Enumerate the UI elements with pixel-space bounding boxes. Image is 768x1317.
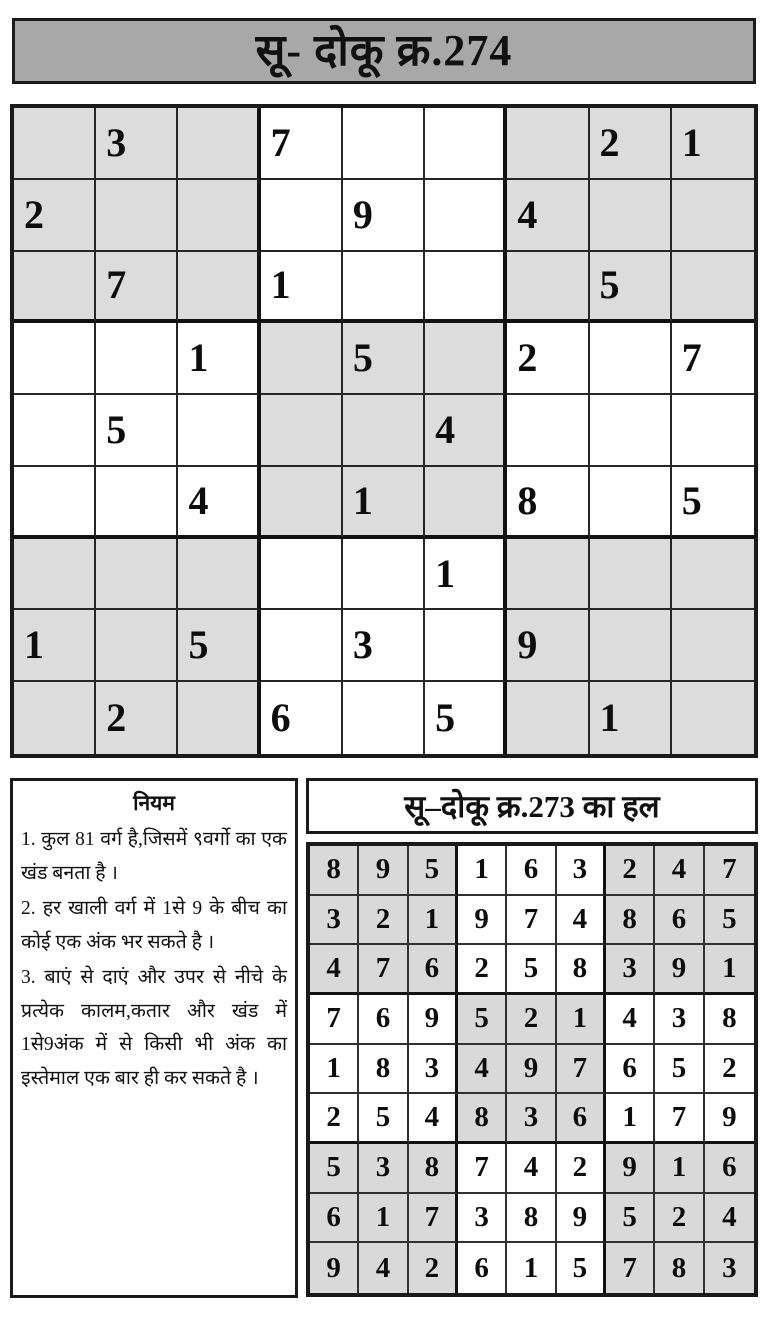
solution-header [306,778,758,834]
puzzle-cell[interactable]: 1 [178,323,260,395]
puzzle-cell[interactable] [343,108,425,180]
solution-title: सू–दोकू क्र.273 का हल [404,788,660,824]
puzzle-cell[interactable] [343,539,425,611]
puzzle-cell[interactable]: 3 [96,108,178,180]
solution-cell: 7 [705,846,754,896]
solution-cell: 4 [458,1045,507,1095]
puzzle-cell[interactable] [507,682,589,754]
solution-cell: 1 [606,1094,655,1144]
puzzle-cell[interactable]: 4 [178,467,260,539]
puzzle-cell[interactable]: 3 [343,610,425,682]
solution-cell: 3 [606,945,655,995]
solution-cell: 4 [507,1144,556,1194]
solution-cell: 5 [409,846,458,896]
solution-cell: 7 [606,1243,655,1293]
puzzle-cell[interactable]: 5 [178,610,260,682]
solution-cell: 9 [409,995,458,1045]
solution-cell: 1 [705,945,754,995]
puzzle-cell[interactable]: 1 [14,610,96,682]
puzzle-cell[interactable]: 5 [425,682,507,754]
puzzle-cell[interactable]: 5 [343,323,425,395]
puzzle-cell[interactable] [96,323,178,395]
solution-cell: 3 [310,896,359,946]
solution-cell: 1 [359,1194,408,1244]
puzzle-cell[interactable] [178,539,260,611]
solution-cell: 4 [705,1194,754,1244]
solution-cell: 4 [557,896,606,946]
puzzle-cell[interactable] [590,180,672,252]
puzzle-cell[interactable]: 9 [343,180,425,252]
puzzle-cell[interactable] [425,252,507,324]
rules-title: नियम [133,791,175,815]
solution-cell: 8 [655,1243,704,1293]
puzzle-cell[interactable]: 1 [590,682,672,754]
solution-cell: 7 [655,1094,704,1144]
puzzle-cell[interactable] [14,539,96,611]
solution-cell: 3 [458,1194,507,1244]
puzzle-cell[interactable] [343,252,425,324]
solution-cell: 1 [655,1144,704,1194]
puzzle-cell[interactable]: 5 [590,252,672,324]
puzzle-cell[interactable] [672,252,754,324]
solution-cell: 8 [606,896,655,946]
solution-cell: 9 [359,846,408,896]
solution-cell: 5 [359,1094,408,1144]
solution-cell: 2 [409,1243,458,1293]
puzzle-cell[interactable] [178,108,260,180]
solution-cell: 9 [557,1194,606,1244]
rule-item: 1. कुल 81 वर्ग है,जिसमें ९वर्गो का एक खंड बनता है । [21,829,287,884]
puzzle-cell[interactable] [590,610,672,682]
puzzle-cell[interactable]: 2 [590,108,672,180]
puzzle-cell[interactable] [425,467,507,539]
solution-cell: 3 [507,1094,556,1144]
puzzle-cell[interactable] [261,323,343,395]
puzzle-cell[interactable] [178,682,260,754]
solution-cell: 1 [458,846,507,896]
solution-cell: 1 [409,896,458,946]
page-title-banner [12,18,756,84]
solution-cell: 6 [606,1045,655,1095]
puzzle-cell[interactable] [96,180,178,252]
solution-cell: 6 [655,896,704,946]
puzzle-cell[interactable]: 6 [261,682,343,754]
puzzle-cell[interactable] [261,539,343,611]
solution-cell: 2 [507,995,556,1045]
puzzle-cell[interactable]: 8 [507,467,589,539]
solution-cell: 8 [507,1194,556,1244]
puzzle-cell[interactable] [590,395,672,467]
puzzle-cell[interactable] [672,395,754,467]
puzzle-cell[interactable]: 1 [425,539,507,611]
solution-cell: 2 [705,1045,754,1095]
puzzle-cell[interactable]: 4 [507,180,589,252]
solution-cell: 2 [359,896,408,946]
puzzle-cell[interactable] [96,467,178,539]
solution-cell: 2 [655,1194,704,1244]
puzzle-cell[interactable] [14,323,96,395]
puzzle-cell[interactable] [261,467,343,539]
solution-cell: 5 [705,896,754,946]
rules-box [10,778,298,1298]
solution-cell: 5 [655,1045,704,1095]
solution-cell: 7 [310,995,359,1045]
solution-cell: 2 [310,1094,359,1144]
solution-cell: 3 [409,1045,458,1095]
solution-cell: 8 [310,846,359,896]
solution-grid [306,842,758,1297]
puzzle-cell[interactable]: 4 [425,395,507,467]
puzzle-cell[interactable] [178,395,260,467]
solution-cell: 7 [359,945,408,995]
solution-cell: 5 [310,1144,359,1194]
solution-cell: 1 [310,1045,359,1095]
solution-cell: 9 [458,896,507,946]
solution-cell: 1 [557,995,606,1045]
puzzle-cell[interactable] [425,610,507,682]
puzzle-cell[interactable] [261,395,343,467]
solution-cell: 9 [655,945,704,995]
solution-cell: 1 [507,1243,556,1293]
solution-cell: 9 [606,1144,655,1194]
puzzle-cell[interactable] [14,467,96,539]
puzzle-cell[interactable] [14,395,96,467]
puzzle-cell[interactable]: 9 [507,610,589,682]
rule-item: 3. बाएं से दाएं और उपर से नीचे के प्रत्येक कालम,कतार और खंड में 1से9अंक में से किसी भी अंक का इस्तेमाल एक बार ही कर सकते है । [21,967,287,1089]
solution-cell: 8 [409,1144,458,1194]
solution-cell: 8 [359,1045,408,1095]
puzzle-cell[interactable]: 1 [343,467,425,539]
solution-cell: 5 [606,1194,655,1244]
puzzle-cell[interactable] [425,180,507,252]
puzzle-cell[interactable] [590,323,672,395]
puzzle-cell[interactable] [178,252,260,324]
puzzle-cell[interactable] [14,682,96,754]
puzzle-cell[interactable] [96,610,178,682]
solution-cell: 5 [458,995,507,1045]
solution-cell: 6 [557,1094,606,1144]
puzzle-cell[interactable] [14,252,96,324]
solution-cell: 6 [705,1144,754,1194]
puzzle-cell[interactable] [261,610,343,682]
solution-cell: 7 [458,1144,507,1194]
solution-cell: 3 [359,1144,408,1194]
puzzle-cell[interactable] [672,180,754,252]
solution-cell: 9 [310,1243,359,1293]
solution-cell: 2 [557,1144,606,1194]
solution-cell: 7 [409,1194,458,1244]
solution-cell: 7 [557,1045,606,1095]
puzzle-cell[interactable] [590,539,672,611]
puzzle-cell[interactable]: 5 [672,467,754,539]
solution-cell: 6 [507,846,556,896]
solution-cell: 8 [557,945,606,995]
puzzle-cell[interactable]: 1 [261,252,343,324]
puzzle-cell[interactable]: 7 [672,323,754,395]
puzzle-cell[interactable] [178,180,260,252]
sudoku-puzzle-grid[interactable] [10,104,758,758]
puzzle-cell[interactable] [425,108,507,180]
solution-cell: 4 [409,1094,458,1144]
solution-cell: 5 [557,1243,606,1293]
page-title: सू- दोकू क्र.274 [255,26,513,75]
puzzle-cell[interactable] [343,395,425,467]
solution-cell: 9 [507,1045,556,1095]
solution-cell: 7 [507,896,556,946]
solution-cell: 8 [458,1094,507,1144]
solution-cell: 9 [705,1094,754,1144]
puzzle-cell[interactable] [261,180,343,252]
solution-cell: 4 [606,995,655,1045]
solution-cell: 4 [655,846,704,896]
solution-cell: 4 [310,945,359,995]
puzzle-cell[interactable]: 5 [96,395,178,467]
solution-cell: 4 [359,1243,408,1293]
puzzle-cell[interactable]: 2 [96,682,178,754]
puzzle-cell[interactable] [507,252,589,324]
solution-cell: 6 [458,1243,507,1293]
puzzle-cell[interactable] [672,682,754,754]
puzzle-cell[interactable] [343,682,425,754]
puzzle-cell[interactable]: 7 [261,108,343,180]
puzzle-cell[interactable] [672,539,754,611]
rule-item: 2. हर खाली वर्ग में 1से 9 के बीच का कोई एक अंक भर सकते है । [21,898,287,953]
puzzle-cell[interactable] [507,395,589,467]
puzzle-cell[interactable] [507,539,589,611]
solution-cell: 2 [606,846,655,896]
solution-cell: 5 [507,945,556,995]
puzzle-cell[interactable]: 7 [96,252,178,324]
puzzle-cell[interactable] [672,610,754,682]
solution-cell: 3 [655,995,704,1045]
rules-list [21,823,287,1095]
solution-section [306,778,758,1298]
puzzle-cell[interactable] [507,108,589,180]
puzzle-cell[interactable]: 2 [507,323,589,395]
puzzle-cell[interactable]: 2 [14,180,96,252]
puzzle-cell[interactable] [590,467,672,539]
solution-cell: 6 [359,995,408,1045]
solution-cell: 8 [705,995,754,1045]
solution-cell: 3 [557,846,606,896]
puzzle-cell[interactable] [14,108,96,180]
puzzle-cell[interactable] [425,323,507,395]
solution-cell: 6 [310,1194,359,1244]
puzzle-cell[interactable]: 1 [672,108,754,180]
puzzle-cell[interactable] [96,539,178,611]
solution-cell: 6 [409,945,458,995]
solution-cell: 2 [458,945,507,995]
solution-cell: 3 [705,1243,754,1293]
